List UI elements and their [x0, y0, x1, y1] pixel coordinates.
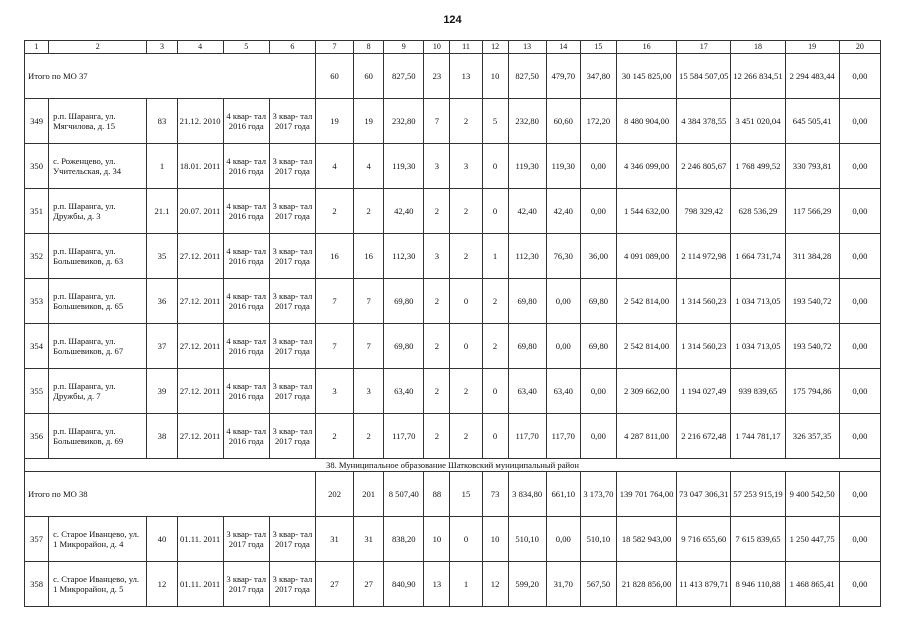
- cell-c12: 5: [482, 99, 508, 144]
- column-number: 6: [269, 41, 315, 54]
- total-cell-c7: 202: [315, 472, 353, 517]
- cell-c17: 9 716 655,60: [677, 517, 731, 562]
- column-number: 2: [49, 41, 147, 54]
- cell-c14: 42,40: [546, 189, 580, 234]
- cell-c8: 7: [354, 279, 384, 324]
- page-number: 124: [443, 14, 462, 26]
- cell-c9: 63,40: [384, 369, 424, 414]
- total-cell-c16: 139 701 764,00: [616, 472, 676, 517]
- total-row: [25, 472, 881, 517]
- cell-c17: 1 194 027,49: [677, 369, 731, 414]
- cell-c7: 7: [315, 279, 353, 324]
- cell-c20: 0,00: [839, 99, 880, 144]
- cell-c20: 0,00: [839, 189, 880, 234]
- cell-c16: 4 346 099,00: [616, 144, 676, 189]
- cell-c3: 21.1: [147, 189, 177, 234]
- cell-c9: 112,30: [384, 234, 424, 279]
- cell-c18: 1 664 731,74: [731, 234, 785, 279]
- total-cell-c17: 73 047 306,31: [677, 472, 731, 517]
- cell-c20: 0,00: [839, 279, 880, 324]
- total-cell-c18: 12 266 834,51: [731, 54, 785, 99]
- cell-c10: 2: [424, 279, 450, 324]
- cell-c3: 36: [147, 279, 177, 324]
- cell-c17: 2 246 805,67: [677, 144, 731, 189]
- row-number: 355: [25, 369, 49, 414]
- column-number: 9: [384, 41, 424, 54]
- cell-c6: 3 квар- тал 2017 года: [269, 414, 315, 459]
- cell-c12: 2: [482, 324, 508, 369]
- cell-c20: 0,00: [839, 234, 880, 279]
- cell-c7: 31: [315, 517, 353, 562]
- cell-c16: 4 287 811,00: [616, 414, 676, 459]
- cell-c4: 01.11. 2011: [177, 517, 223, 562]
- column-number: 18: [731, 41, 785, 54]
- cell-c10: 2: [424, 324, 450, 369]
- cell-c20: 0,00: [839, 144, 880, 189]
- total-cell-c7: 60: [315, 54, 353, 99]
- cell-c4: 27.12. 2011: [177, 279, 223, 324]
- total-cell-c8: 60: [354, 54, 384, 99]
- cell-c6: 3 квар- тал 2017 года: [269, 517, 315, 562]
- cell-c10: 13: [424, 562, 450, 607]
- address-cell: р.п. Шаранга, ул. Мягчилова, д. 15: [49, 99, 147, 144]
- table-row: [25, 189, 881, 234]
- total-cell-c11: 13: [450, 54, 482, 99]
- column-number: 19: [785, 41, 839, 54]
- cell-c5: 4 квар- тал 2016 года: [223, 99, 269, 144]
- cell-c3: 1: [147, 144, 177, 189]
- cell-c18: 3 451 020,04: [731, 99, 785, 144]
- cell-c16: 2 309 662,00: [616, 369, 676, 414]
- cell-c7: 19: [315, 99, 353, 144]
- cell-c14: 60,60: [546, 99, 580, 144]
- cell-c13: 510,10: [508, 517, 546, 562]
- cell-c11: 2: [450, 99, 482, 144]
- column-number: 14: [546, 41, 580, 54]
- cell-c9: 232,80: [384, 99, 424, 144]
- cell-c17: 1 314 560,23: [677, 279, 731, 324]
- total-cell-c12: 73: [482, 472, 508, 517]
- cell-c8: 19: [354, 99, 384, 144]
- cell-c11: 2: [450, 234, 482, 279]
- cell-c7: 27: [315, 562, 353, 607]
- cell-c11: 1: [450, 562, 482, 607]
- cell-c13: 119,30: [508, 144, 546, 189]
- cell-c18: 1 034 713,05: [731, 324, 785, 369]
- cell-c5: 3 квар- тал 2017 года: [223, 562, 269, 607]
- cell-c9: 69,80: [384, 279, 424, 324]
- cell-c7: 3: [315, 369, 353, 414]
- cell-c20: 0,00: [839, 414, 880, 459]
- cell-c14: 0,00: [546, 517, 580, 562]
- cell-c11: 2: [450, 414, 482, 459]
- cell-c19: 117 566,29: [785, 189, 839, 234]
- cell-c16: 1 544 632,00: [616, 189, 676, 234]
- housing-register-table: [24, 40, 881, 607]
- cell-c10: 7: [424, 99, 450, 144]
- cell-c19: 311 384,28: [785, 234, 839, 279]
- cell-c7: 2: [315, 414, 353, 459]
- cell-c4: 27.12. 2011: [177, 234, 223, 279]
- total-cell-c15: 347,80: [580, 54, 616, 99]
- total-label: Итого по МО 38: [25, 472, 316, 517]
- total-cell-c19: 2 294 483,44: [785, 54, 839, 99]
- cell-c17: 11 413 879,71: [677, 562, 731, 607]
- cell-c10: 2: [424, 189, 450, 234]
- cell-c17: 2 216 672,48: [677, 414, 731, 459]
- cell-c16: 18 582 943,00: [616, 517, 676, 562]
- cell-c19: 1 468 865,41: [785, 562, 839, 607]
- cell-c13: 232,80: [508, 99, 546, 144]
- cell-c9: 840,90: [384, 562, 424, 607]
- cell-c15: 0,00: [580, 189, 616, 234]
- cell-c3: 38: [147, 414, 177, 459]
- cell-c4: 27.12. 2011: [177, 324, 223, 369]
- row-number: 351: [25, 189, 49, 234]
- cell-c13: 63,40: [508, 369, 546, 414]
- cell-c9: 69,80: [384, 324, 424, 369]
- address-cell: р.п. Шаранга, ул. Большевиков, д. 65: [49, 279, 147, 324]
- total-cell-c19: 9 400 542,50: [785, 472, 839, 517]
- column-number: 12: [482, 41, 508, 54]
- table-row: [25, 279, 881, 324]
- cell-c5: 4 квар- тал 2016 года: [223, 414, 269, 459]
- address-cell: с. Роженцево, ул. Учительская, д. 34: [49, 144, 147, 189]
- cell-c20: 0,00: [839, 369, 880, 414]
- cell-c13: 42,40: [508, 189, 546, 234]
- cell-c5: 4 квар- тал 2016 года: [223, 324, 269, 369]
- cell-c20: 0,00: [839, 324, 880, 369]
- cell-c11: 0: [450, 324, 482, 369]
- cell-c19: 330 793,81: [785, 144, 839, 189]
- cell-c11: 0: [450, 279, 482, 324]
- cell-c18: 939 839,65: [731, 369, 785, 414]
- column-number: 7: [315, 41, 353, 54]
- cell-c11: 0: [450, 517, 482, 562]
- cell-c5: 3 квар- тал 2017 года: [223, 517, 269, 562]
- address-cell: с. Старое Иванцево, ул. 1 Микрорайон, д. 5: [49, 562, 147, 607]
- cell-c9: 838,20: [384, 517, 424, 562]
- cell-c15: 0,00: [580, 414, 616, 459]
- cell-c19: 193 540,72: [785, 279, 839, 324]
- cell-c10: 3: [424, 144, 450, 189]
- cell-c18: 1 768 499,52: [731, 144, 785, 189]
- total-cell-c9: 827,50: [384, 54, 424, 99]
- table-row: [25, 234, 881, 279]
- column-number: 16: [616, 41, 676, 54]
- cell-c3: 40: [147, 517, 177, 562]
- cell-c8: 2: [354, 414, 384, 459]
- cell-c7: 4: [315, 144, 353, 189]
- total-cell-c17: 15 584 507,05: [677, 54, 731, 99]
- cell-c11: 2: [450, 369, 482, 414]
- total-cell-c20: 0,00: [839, 54, 880, 99]
- cell-c4: 01.11. 2011: [177, 562, 223, 607]
- cell-c12: 1: [482, 234, 508, 279]
- table-row: [25, 99, 881, 144]
- cell-c4: 27.12. 2011: [177, 369, 223, 414]
- column-number: 20: [839, 41, 880, 54]
- cell-c14: 76,30: [546, 234, 580, 279]
- table-row: [25, 562, 881, 607]
- cell-c20: 0,00: [839, 562, 880, 607]
- cell-c14: 117,70: [546, 414, 580, 459]
- row-number: 350: [25, 144, 49, 189]
- total-cell-c11: 15: [450, 472, 482, 517]
- cell-c12: 0: [482, 414, 508, 459]
- cell-c13: 69,80: [508, 279, 546, 324]
- cell-c6: 3 квар- тал 2017 года: [269, 99, 315, 144]
- column-number: 15: [580, 41, 616, 54]
- cell-c7: 16: [315, 234, 353, 279]
- cell-c14: 63,40: [546, 369, 580, 414]
- row-number: 353: [25, 279, 49, 324]
- table-row: [25, 414, 881, 459]
- cell-c17: 4 384 378,55: [677, 99, 731, 144]
- cell-c12: 0: [482, 369, 508, 414]
- cell-c3: 12: [147, 562, 177, 607]
- total-row: [25, 54, 881, 99]
- cell-c15: 69,80: [580, 324, 616, 369]
- cell-c10: 10: [424, 517, 450, 562]
- total-cell-c13: 827,50: [508, 54, 546, 99]
- cell-c3: 83: [147, 99, 177, 144]
- row-number: 349: [25, 99, 49, 144]
- cell-c15: 172,20: [580, 99, 616, 144]
- column-number: 1: [25, 41, 49, 54]
- cell-c10: 2: [424, 414, 450, 459]
- cell-c16: 4 091 089,00: [616, 234, 676, 279]
- total-cell-c9: 8 507,40: [384, 472, 424, 517]
- cell-c8: 16: [354, 234, 384, 279]
- column-number-row: [25, 41, 881, 54]
- column-number: 17: [677, 41, 731, 54]
- cell-c17: 798 329,42: [677, 189, 731, 234]
- cell-c11: 3: [450, 144, 482, 189]
- section-title-row: [25, 459, 881, 472]
- column-number: 13: [508, 41, 546, 54]
- cell-c19: 193 540,72: [785, 324, 839, 369]
- cell-c13: 69,80: [508, 324, 546, 369]
- table-row: [25, 517, 881, 562]
- cell-c15: 69,80: [580, 279, 616, 324]
- cell-c5: 4 квар- тал 2016 года: [223, 144, 269, 189]
- cell-c4: 20.07. 2011: [177, 189, 223, 234]
- cell-c19: 645 505,41: [785, 99, 839, 144]
- cell-c7: 7: [315, 324, 353, 369]
- cell-c10: 3: [424, 234, 450, 279]
- total-cell-c14: 479,70: [546, 54, 580, 99]
- row-number: 352: [25, 234, 49, 279]
- cell-c6: 3 квар- тал 2017 года: [269, 324, 315, 369]
- total-cell-c8: 201: [354, 472, 384, 517]
- total-cell-c10: 88: [424, 472, 450, 517]
- cell-c9: 117,70: [384, 414, 424, 459]
- cell-c5: 4 квар- тал 2016 года: [223, 234, 269, 279]
- cell-c6: 3 квар- тал 2017 года: [269, 189, 315, 234]
- cell-c14: 0,00: [546, 279, 580, 324]
- cell-c12: 2: [482, 279, 508, 324]
- table-row: [25, 144, 881, 189]
- total-cell-c15: 3 173,70: [580, 472, 616, 517]
- cell-c13: 112,30: [508, 234, 546, 279]
- row-number: 357: [25, 517, 49, 562]
- cell-c15: 567,50: [580, 562, 616, 607]
- cell-c8: 7: [354, 324, 384, 369]
- total-cell-c13: 3 834,80: [508, 472, 546, 517]
- address-cell: р.п. Шаранга, ул. Большевиков, д. 69: [49, 414, 147, 459]
- cell-c6: 3 квар- тал 2017 года: [269, 234, 315, 279]
- cell-c11: 2: [450, 189, 482, 234]
- cell-c18: 628 536,29: [731, 189, 785, 234]
- cell-c15: 510,10: [580, 517, 616, 562]
- cell-c13: 117,70: [508, 414, 546, 459]
- address-cell: с. Старое Иванцево, ул. 1 Микрорайон, д. 4: [49, 517, 147, 562]
- cell-c16: 2 542 814,00: [616, 279, 676, 324]
- cell-c4: 21.12. 2010: [177, 99, 223, 144]
- address-cell: р.п. Шаранга, ул. Большевиков, д. 63: [49, 234, 147, 279]
- address-cell: р.п. Шаранга, ул. Большевиков, д. 67: [49, 324, 147, 369]
- total-cell-c16: 30 145 825,00: [616, 54, 676, 99]
- row-number: 354: [25, 324, 49, 369]
- cell-c15: 36,00: [580, 234, 616, 279]
- cell-c8: 2: [354, 189, 384, 234]
- cell-c8: 31: [354, 517, 384, 562]
- cell-c15: 0,00: [580, 369, 616, 414]
- cell-c9: 119,30: [384, 144, 424, 189]
- cell-c14: 31,70: [546, 562, 580, 607]
- cell-c5: 4 квар- тал 2016 года: [223, 369, 269, 414]
- column-number: 8: [354, 41, 384, 54]
- total-cell-c14: 661,10: [546, 472, 580, 517]
- cell-c19: 326 357,35: [785, 414, 839, 459]
- cell-c18: 1 744 781,17: [731, 414, 785, 459]
- cell-c16: 21 828 856,00: [616, 562, 676, 607]
- column-number: 4: [177, 41, 223, 54]
- column-number: 3: [147, 41, 177, 54]
- column-number: 5: [223, 41, 269, 54]
- cell-c14: 119,30: [546, 144, 580, 189]
- cell-c17: 1 314 560,23: [677, 324, 731, 369]
- cell-c6: 3 квар- тал 2017 года: [269, 279, 315, 324]
- total-cell-c10: 23: [424, 54, 450, 99]
- cell-c9: 42,40: [384, 189, 424, 234]
- cell-c20: 0,00: [839, 517, 880, 562]
- address-cell: р.п. Шаранга, ул. Дружбы, д. 3: [49, 189, 147, 234]
- total-cell-c20: 0,00: [839, 472, 880, 517]
- column-number: 11: [450, 41, 482, 54]
- total-cell-c12: 10: [482, 54, 508, 99]
- cell-c12: 12: [482, 562, 508, 607]
- cell-c12: 10: [482, 517, 508, 562]
- cell-c3: 37: [147, 324, 177, 369]
- cell-c18: 8 946 110,88: [731, 562, 785, 607]
- table-row: [25, 369, 881, 414]
- section-title: 38. Муниципальное образование Шатковский муниципальный район: [25, 459, 881, 472]
- cell-c16: 2 542 814,00: [616, 324, 676, 369]
- cell-c16: 8 480 904,00: [616, 99, 676, 144]
- cell-c13: 599,20: [508, 562, 546, 607]
- cell-c5: 4 квар- тал 2016 года: [223, 189, 269, 234]
- total-cell-c18: 57 253 915,19: [731, 472, 785, 517]
- address-cell: р.п. Шаранга, ул. Дружбы, д. 7: [49, 369, 147, 414]
- cell-c6: 3 квар- тал 2017 года: [269, 144, 315, 189]
- cell-c10: 2: [424, 369, 450, 414]
- row-number: 358: [25, 562, 49, 607]
- cell-c4: 18.01. 2011: [177, 144, 223, 189]
- cell-c8: 27: [354, 562, 384, 607]
- cell-c18: 1 034 713,05: [731, 279, 785, 324]
- cell-c3: 35: [147, 234, 177, 279]
- cell-c8: 4: [354, 144, 384, 189]
- column-number: 10: [424, 41, 450, 54]
- cell-c3: 39: [147, 369, 177, 414]
- cell-c19: 1 250 447,75: [785, 517, 839, 562]
- cell-c18: 7 615 839,65: [731, 517, 785, 562]
- cell-c7: 2: [315, 189, 353, 234]
- row-number: 356: [25, 414, 49, 459]
- table-row: [25, 324, 881, 369]
- cell-c12: 0: [482, 144, 508, 189]
- cell-c19: 175 794,86: [785, 369, 839, 414]
- cell-c15: 0,00: [580, 144, 616, 189]
- cell-c6: 3 квар- тал 2017 года: [269, 369, 315, 414]
- cell-c17: 2 114 972,98: [677, 234, 731, 279]
- cell-c5: 4 квар- тал 2016 года: [223, 279, 269, 324]
- cell-c8: 3: [354, 369, 384, 414]
- cell-c12: 0: [482, 189, 508, 234]
- cell-c14: 0,00: [546, 324, 580, 369]
- cell-c6: 3 квар- тал 2017 года: [269, 562, 315, 607]
- cell-c4: 27.12. 2011: [177, 414, 223, 459]
- total-label: Итого по МО 37: [25, 54, 316, 99]
